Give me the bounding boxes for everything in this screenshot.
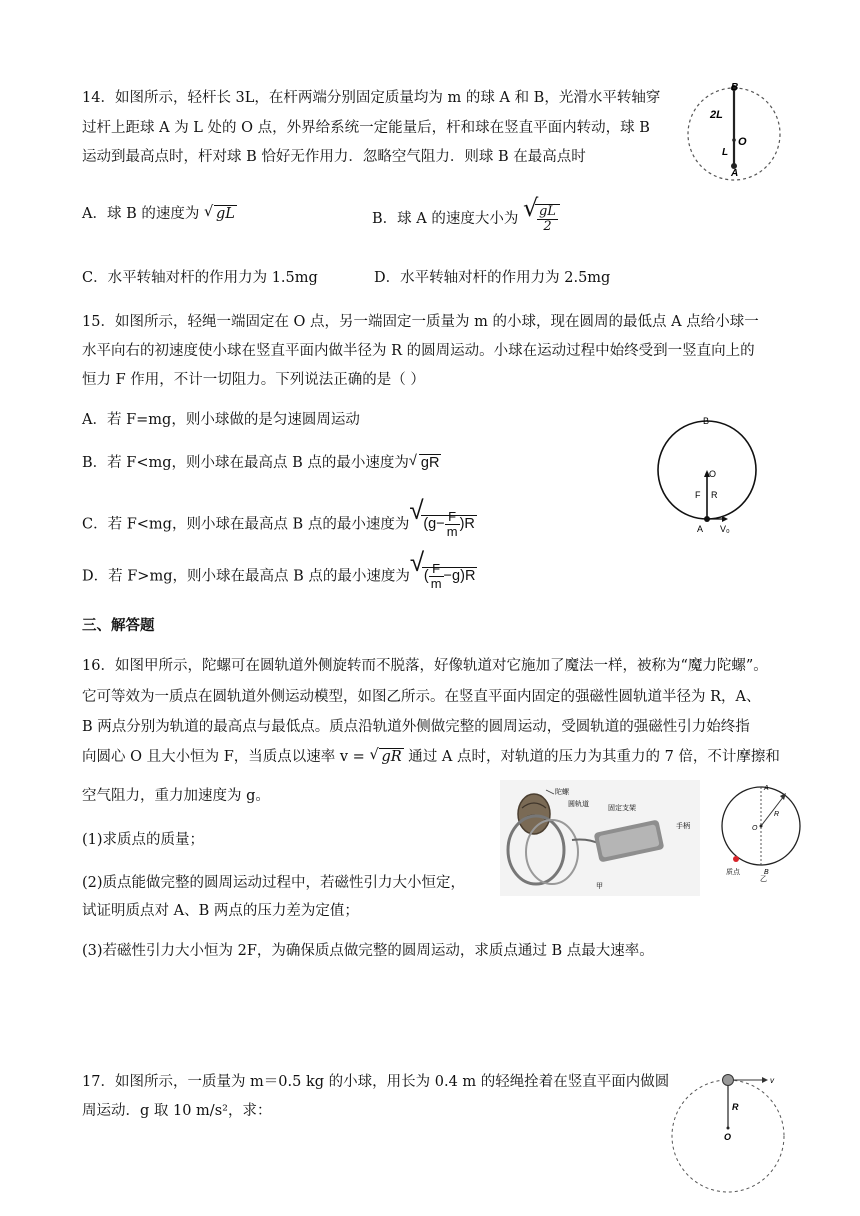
q15-line-2: 水平向右的初速度使小球在竖直平面内做半径为 R 的圆周运动。小球在运动过程中始终受到一竖直向上的 [82, 343, 755, 359]
q16-sub-question-2a: (2)质点能做完整的圆周运动过程中，若磁性引力大小恒定， [82, 875, 466, 891]
q16-fig-label-yi: 乙 [760, 876, 767, 882]
q15-option-d-num: F [429, 562, 444, 577]
q14-option-b [372, 194, 560, 234]
q14-option-a-text: A．球 B 的速度为 [82, 206, 200, 222]
q14-line-2: 过杆上距球 A 为 L 处的 O 点，外界给系统一定能量后，杆和球在竖直平面内转动，球 B [82, 120, 650, 136]
sqrt-gr-q16: √ gR [369, 747, 402, 765]
q16-sub-question-2b: 试证明质点对 A、B 两点的压力差为定值； [82, 903, 359, 919]
q14-line-1: 14．如图所示，轻杆长 3L，在杆两端分别固定质量均为 m 的球 A 和 B，光滑水平转轴穿 [82, 90, 661, 106]
q14-fig-label-b: B [731, 82, 739, 93]
q15-circle-diagram [650, 412, 770, 534]
sqrt-f-over-m-minus-g-r: √ ( $\frac{F}{m}$ −g)R [409, 547, 476, 591]
q14-option-b-den: 2 [543, 219, 552, 234]
q15-option-c-part-b: R [464, 516, 475, 533]
q15-fig-label-f: F [695, 490, 701, 500]
q16-line-3: B 两点分别为轨道的最高点与最低点。质点沿轨道外侧做完整的圆周运动，受圆轨道的强磁性引力始终指 [82, 719, 750, 735]
q15-option-c-part-a: g− [428, 516, 445, 533]
q16-fig-label-b: B [764, 869, 769, 876]
q15-fig-label-o: O [709, 469, 717, 479]
photo-label-tuoluo: 陀螺 [555, 789, 569, 796]
q15-line-3: 恒力 F 作用，不计一切阻力。下列说法正确的是（ ） [82, 372, 425, 388]
q15-option-d-part-a: −g [443, 568, 461, 585]
q16-sub-question-3: (3)若磁性引力大小恒为 2F，为确保质点做完整的圆周运动，求质点通过 B 点最大速率。 [82, 943, 654, 959]
q15-fig-label-v0: V₀ [720, 524, 730, 534]
q14-option-b-num: gL [538, 204, 556, 219]
q14-rod-diagram [680, 78, 792, 190]
q16-fig-label-o: O [752, 825, 758, 832]
sqrt-gl-over-2: √ $\frac{gL}{2}$ [523, 204, 560, 234]
q15-option-d-den: m [430, 576, 442, 591]
q15-option-a: A．若 F=mg，则小球做的是匀速圆周运动 [82, 412, 360, 428]
q16-line-2: 它可等效为一质点在圆轨道外侧运动模型，如图乙所示。在竖直平面内固定的强磁性圆轨道半径为 R，A、 [82, 689, 761, 705]
q14-line-3: 运动到最高点时，杆对球 B 恰好无作用力．忽略空气阻力．则球 B 在最高点时 [82, 149, 586, 165]
q14-fig-label-2l: 2L [710, 109, 723, 121]
q16-sub-question-1: (1)求质点的质量； [82, 832, 205, 848]
q15-option-b-text: B．若 F<mg，则小球在最高点 B 点的最小速度为 [82, 455, 409, 471]
q16-circle-track-diagram [716, 782, 810, 882]
q16-fig-label-a: A [764, 785, 769, 792]
q16-line-4 [82, 747, 780, 767]
q15-option-c-num: F [445, 510, 460, 525]
photo-label-shoubing: 手柄 [676, 823, 690, 830]
q16-line-1: 16．如图甲所示，陀螺可在圆轨道外侧旋转而不脱落，好像轨道对它施加了魔法一样，被称为“魔力陀螺”。 [82, 658, 768, 674]
q17-fig-label-v: v [770, 1076, 774, 1085]
q16-spinning-top-photo [500, 780, 700, 896]
q17-fig-label-r: R [732, 1102, 739, 1112]
q14-option-d: D．水平转轴对杆的作用力为 2.5mg [374, 270, 611, 286]
q14-option-a-expr: gL [215, 206, 235, 222]
q15-line-1: 15．如图所示，轻绳一端固定在 O 点，另一端固定一质量为 m 的小球，现在圆周的最低点 A 点给小球一 [82, 314, 759, 330]
q16-line-4-expr: gR [381, 749, 402, 765]
section-heading-answer-questions: 三、解答题 [82, 617, 155, 634]
q17-line-1: 17．如图所示，一质量为 m＝0.5 kg 的小球，用长为 0.4 m 的轻绳拴着在竖直平面内做圆 [82, 1074, 670, 1090]
q15-option-b [82, 453, 441, 473]
q14-fig-label-a: A [731, 168, 739, 179]
q15-option-d-part-b: R [464, 568, 476, 585]
sqrt-gr: √ gR [408, 453, 440, 471]
sqrt-gl: √ gL [203, 204, 235, 222]
q16-fig-label-r: R [774, 811, 780, 818]
q15-option-d [82, 547, 477, 591]
q15-option-d-text: D．若 F>mg，则小球在最高点 B 点的最小速度为 [82, 568, 410, 585]
q15-fig-label-r: R [711, 490, 718, 500]
q14-option-a [82, 204, 237, 224]
q16-line-4-suffix: 通过 A 点时，对轨道的压力为其重力的 7 倍，不计摩擦和 [408, 749, 780, 765]
q14-fig-label-o: O [738, 136, 747, 148]
photo-label-guidao: 圆轨道 [568, 801, 589, 808]
q15-fig-label-a: A [697, 524, 704, 534]
q17-fig-label-o: O [724, 1132, 732, 1142]
sqrt-g-minus-f-over-m-r: √ (g− $\frac{F}{m}$ )R [409, 495, 475, 539]
q16-line-4-prefix: 向圆心 O 且大小恒为 F，当质点以速率 v = [82, 749, 365, 765]
q15-option-b-expr: gR [420, 455, 440, 471]
q14-option-b-text: B．球 A 的速度大小为 [372, 211, 519, 227]
q16-line-5: 空气阻力，重力加速度为 g。 [82, 788, 270, 804]
q15-option-c [82, 495, 477, 539]
q14-fig-label-l: L [722, 147, 729, 158]
q17-line-2: 周运动．g 取 10 m/s²，求： [82, 1103, 272, 1119]
q15-fig-label-b: B [703, 416, 710, 426]
q15-option-c-den: m [446, 524, 458, 539]
q15-option-c-text: C．若 F<mg，则小球在最高点 B 点的最小速度为 [82, 516, 410, 533]
photo-label-jia: 甲 [596, 883, 603, 890]
q17-pendulum-diagram [670, 1066, 790, 1216]
photo-label-zhijia: 固定支架 [608, 805, 636, 812]
q14-option-c: C．水平转轴对杆的作用力为 1.5mg [82, 270, 318, 286]
q16-fig-label-point: 质点 [726, 869, 740, 876]
